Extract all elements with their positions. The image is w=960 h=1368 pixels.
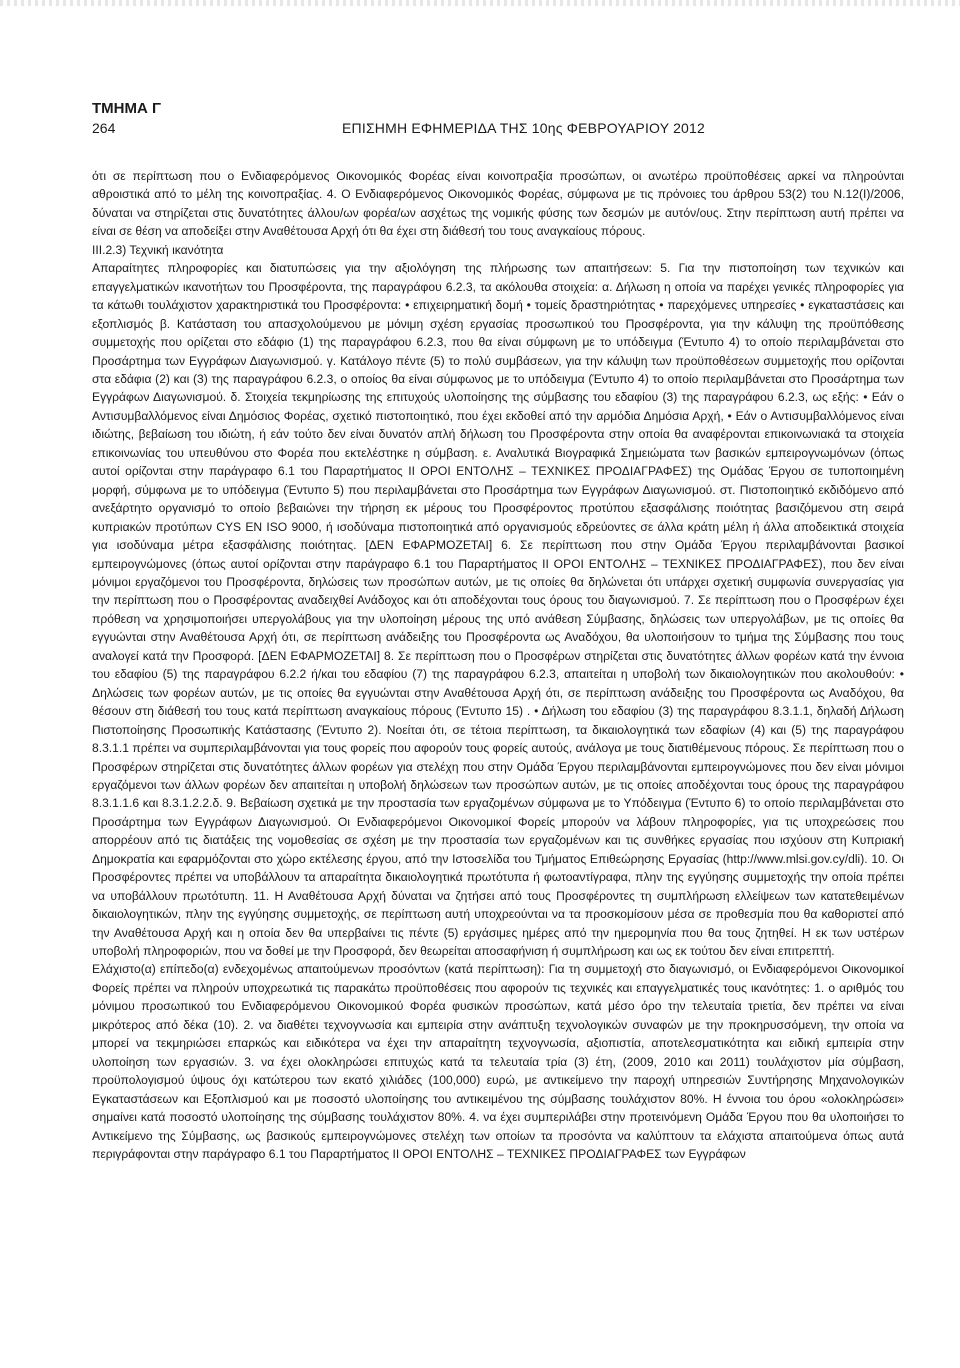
gazette-title: ΕΠΙΣΗΜΗ ΕΦΗΜΕΡΙΔΑ ΤΗΣ 10ης ΦΕΒΡΟΥΑΡΙΟΥ 2012 [342, 120, 706, 136]
gazette-page [92, 100, 904, 1163]
page-header [92, 119, 904, 137]
section-label: ΤΜΗΜΑ Γ [92, 100, 162, 117]
scan-edge-artifact [0, 0, 960, 6]
subsection-heading: ΙΙΙ.2.3) Τεχνική ικανότητα [92, 242, 224, 257]
document-body [92, 167, 904, 1163]
page-number: 264 [92, 120, 116, 136]
paragraph-economic-capacity: ότι σε περίπτωση που ο Ενδιαφερόμενος Οικονομικός Φορέας είναι κοινοπραξία προσώπων, οι ανωτέρω προϋποθέσεις αρκεί να πληρούνται αθροιστικά από το μέλη της κοινοπραξίας. 4. Ο Ενδιαφερόμενος Οικονομικός Φορέας, σύμφωνα με τις πρόνοιες του άρθρου 53(2) του Ν.12(Ι)/2006, δύναται να στηρίζεται στις δυνατότητες άλλου/ων φορέα/ων ασχέτως της νομικής φύσης των δεσμών με αυτόν/ους. Στην περίπτωση αυτή πρέπει να είναι σε θέση να αποδείξει στην Αναθέτουσα Αρχή ότι θα έχει στη διάθεσή του τους αναγκαίους πόρους. [92, 169, 904, 239]
paragraph-required-information: Απαραίτητες πληροφορίες και διατυπώσεις για την αξιολόγηση της πλήρωσης των απαιτήσεων: 5. Για την πιστοποίηση των τεχνικών και επαγγελματικών ικανοτήτων του Προσφέροντα, της παραγράφου 6.2.3, τα ακόλουθα στοιχεία: α. Δήλωση η οποία να παρέχει γενικές πληροφορίες για τα κάτωθι τουλάχιστον χαρακτηριστικά του Προσφέροντα: • επιχειρηματική δομή • τομείς δραστηριότητας • παρεχόμενες υπηρεσίες • εγκαταστάσεις και εξοπλισμός β. Κατάσταση του απασχολούμενου με μόνιμη σχέση εργασίας προσωπικού του Προσφέροντα, για την κάλυψη της προϋπόθεσης συμμετοχής που ορίζεται στο εδάφιο (1) της παραγράφου 6.2.3, που θα είναι σύμφωνη με το υπόδειγμα (Έντυπο 4) το οποίο περιλαμβάνεται στο Προσάρτημα των Εγγράφων Διαγωνισμού. γ. Κατάλογο πέντε (5) το πολύ συμβάσεων, για την κάλυψη των προϋποθέσεων συμμετοχής που ορίζονται στα εδάφια (2) και (3) της παραγράφου 6.2.3, ο οποίος θα είναι σύμφωνος με το υπόδειγμα (Έντυπο 4) το οποίο περιλαμβάνεται στο Προσάρτημα των Εγγράφων Διαγωνισμού. δ. Στοιχεία τεκμηρίωσης της επιτυχούς υλοποίησης της σύμβασης του εδαφίου (3) της παραγράφου 6.2.3, ως εξής: • Εάν ο Αντισυμβαλλόμενος είναι Δημόσιος Φορέας, σχετικό πιστοποιητικό, που έχει εκδοθεί από την αρμόδια Δημόσια Αρχή, • Εάν ο Αντισυμβαλλόμενος είναι ιδιώτης, βεβαίωση του ιδιώτη, ή εάν τούτο δεν είναι δυνατόν απλή δήλωση του Προσφέροντα στην οποία θα αναφέρονται επικοινωνιακά τα στοιχεία επικοινωνίας του υπευθύνου στο Φορέα που εκτελέστηκε η σύμβαση. ε. Αναλυτικά Βιογραφικά Σημειώματα των βασικών εμπειρογνωμόνων (όπως αυτοί ορίζονται στην παράγραφο 6.1 του Παραρτήματος ΙΙ ΟΡΟΙ ΕΝΤΟΛΗΣ – ΤΕΧΝΙΚΕΣ ΠΡΟΔΙΑΓΡΑΦΕΣ) της Ομάδας Έργου σε τυποποιημένη μορφή, σύμφωνα με το υπόδειγμα (Έντυπο 5) που περιλαμβάνεται στο Προσάρτημα των Εγγράφων Διαγωνισμού. στ. Πιστοποιητικό εκδιδόμενο από ανεξάρτητο οργανισμό το οποίο βεβαιώνει την τήρηση εκ μέρους του Προσφέροντος προτύπου εξασφάλισης ποιότητας βασιζόμενου στη σειρά κυπριακών προτύπων CYS EN ISO 9000, ή ισοδύναμα πιστοποιητικά από οργανισμούς εδρεύοντες σε άλλα κράτη μέλη ή άλλα αποδεικτικά στοιχεία για ισοδύναμα μέτρα εξασφάλισης ποιότητας. [ΔΕΝ ΕΦΑΡΜΟΖΕΤΑΙ] 6. Σε περίπτωση που στην Ομάδα Έργου περιλαμβάνονται βασικοί εμπειρογνώμονες (όπως αυτοί ορίζονται στην παράγραφο 6.1 του Παραρτήματος ΙΙ ΟΡΟΙ ΕΝΤΟΛΗΣ – ΤΕΧΝΙΚΕΣ ΠΡΟΔΙΑΓΡΑΦΕΣ), που δεν είναι μόνιμοι εργαζόμενοι του Προσφέροντα, δηλώσεις των προσώπων αυτών, με τις οποίες θα δηλώνεται ότι υπάρχει σχετική συμφωνία συνεργασίας για την περίπτωση που ο Προσφέροντας αναδειχθεί Ανάδοχος και ότι αποδέχονται τους όρους του διαγωνισμού. 7. Σε περίπτωση που ο Προσφέρων έχει πρόθεση να χρησιμοποιήσει υπεργολάβους για την υλοποίηση μέρους της υπό ανάθεση Σύμβασης, δηλώσεις των υπεργολάβων, με τις οποίες θα εγγυώνται στην Αναθέτουσα Αρχή ότι, σε περίπτωση ανάδειξης του Προσφέροντα ως Αναδόχου, θα υλοποιήσουν το τμήμα της Σύμβασης που τους αναλογεί κατά την Προσφορά. [ΔΕΝ ΕΦΑΡΜΟΖΕΤΑΙ] 8. Σε περίπτωση που ο Προσφέρων στηρίζεται στις δυνατότητες άλλων φορέων κατά την έννοια του εδαφίου (5) της παραγράφου 6.2.2 ή/και του εδαφίου (7) της παραγράφου 6.2.3, απαιτείται η υποβολή των δικαιολογητικών που ακολουθούν: • Δηλώσεις των φορέων αυτών, με τις οποίες θα εγγυώνται στην Αναθέτουσα Αρχή ότι, σε περίπτωση ανάδειξης του Προσφέροντα ως Αναδόχου, θα θέσουν στη διάθεσή του τους κατά περίπτωση αναγκαίους πόρους (Έντυπο 15) . • Δήλωση του εδαφίου (3) της παραγράφου 8.3.1.1, δηλαδή Δήλωση Πιστοποίησης Προσωπικής Κατάστασης (Έντυπο 2). Νοείται ότι, σε τέτοια περίπτωση, τα δικαιολογητικά των εδαφίων (4) και (5) της παραγράφου 8.3.1.1 πρέπει να συμπεριλαμβάνονται για τους φορείς που αφορούν τους φορείς αυτούς, ανάλογα με τους διατιθέμενους πόρους. Σε περίπτωση που ο Προσφέρων στηρίζεται στις δυνατότητες άλλων φορέων για στελέχη που στην Ομάδα Έργου περιλαμβάνονται εμπειρογνώμονες που δεν είναι μόνιμοι εργαζόμενοι των άλλων φορέων δεν απαιτείται η υποβολή δηλώσεων των προσώπων αυτών, με τις οποίες αποδέχονται τους όρους της παραγράφου 8.3.1.1.6 και 8.3.1.2.2.δ. 9. Βεβαίωση σχετικά με την προστασία των εργαζομένων σύμφωνα με το Υπόδειγμα (Έντυπο 6) το οποίο περιλαμβάνεται στο Προσάρτημα των Εγγράφων Διαγωνισμού. Οι Ενδιαφερόμενοι Οικονομικοί Φορείς μπορούν να λάβουν πληροφορίες, για τις υποχρεώσεις που απορρέουν από τις διατάξεις της νομοθεσίας σε σχέση με την προστασία των εργαζομένων και τις συνθήκες εργασίας που ισχύουν στη Κυπριακή Δημοκρατία και εφαρμόζονται στο χώρο εκτέλεσης έργου, από την Ιστοσελίδα του Τμήματος Επιθεώρησης Εργασίας (http://www.mlsi.gov.cy/dli). 10. Οι Προσφέροντες πρέπει να υποβάλλουν τα απαραίτητα δικαιολογητικά πρωτότυπα ή φωτοαντίγραφα, πλην της εγγύησης συμμετοχής την οποία πρέπει να υποβάλλουν πρωτότυπη. 11. Η Αναθέτουσα Αρχή δύναται να ζητήσει από τους Προσφέροντες τη συμπλήρωση ελλείψεων των κατατεθειμένων δικαιολογητικών, πλην της εγγύησης συμμετοχής, σε περίπτωση αυτή υποχρεούνται να τα προσκομίσουν μέσα σε προθεσμία που θα καθοριστεί από την Αναθέτουσα Αρχή και η οποία δεν θα υπερβαίνει τις πέντε (5) εργάσιμες ημέρες από την ημερομηνία που θα τους ζητηθεί. Η εκ των υστέρων υποβολή πληροφοριών, που να δοθεί με την Προσφορά, δεν θεωρείται αποσαφήνιση ή συμπλήρωση και ως εκ τούτου δεν είναι επιτρεπτή. [92, 261, 904, 959]
paragraph-minimum-levels: Ελάχιστο(α) επίπεδο(α) ενδεχομένως απαιτούμενων προσόντων (κατά περίπτωση): Για τη συμμετοχή στο διαγωνισμό, οι Ενδιαφερόμενοι Οικονομικοί Φορείς πρέπει να πληρούν υποχρεωτικά τις παρακάτω προϋποθέσεις που αφορούν τις τεχνικές και επαγγελματικές τους ικανότητες: 1. ο αριθμός του μόνιμου προσωπικού του Ενδιαφερόμενου Οικονομικού Φορέα φυσικών προσώπων, κατά μέσο όρο την τελευταία τριετία, δεν πρέπει να είναι μικρότερος από δέκα (10). 2. να διαθέτει τεχνογνωσία και εμπειρία στην ανάπτυξη τεχνολογικών συναφών με την προκηρυσσόμενη, την οποία να μπορεί να τεκμηριώσει επαρκώς και ειδικότερα να έχει την απαραίτητη τεχνογνωσία, αξιοπιστία, αποτελεσματικότητα και ειδική εμπειρία στην υλοποίηση των εργασιών. 3. να έχει ολοκληρώσει επιτυχώς κατά τα τελευταία τρία (3) έτη, (2009, 2010 και 2011) τουλάχιστον μία σύμβαση, προϋπολογισμού ύψους όχι κατώτερου των εκατό χιλιάδες (100,000) ευρώ, με αντικείμενο την παροχή υπηρεσιών Συντήρησης Μηχανολογικών Εγκαταστάσεων και Εξοπλισμού και με ποσοστό υλοποίησης του αντικειμένου της σύμβασης τουλάχιστον 80%. Η έννοια του όρου «ολοκληρώσει» σημαίνει κατά ποσοστό υλοποίησης της σύμβασης τουλάχιστον 80%. 4. να έχει συμπεριλάβει στην προτεινόμενη Ομάδα Έργου που θα υλοποιήσει το Αντικείμενο της Σύμβασης, ως βασικούς εμπειρογνώμονες στελέχη των οποίων τα προσόντα να καλύπτουν τα ελάχιστα απαιτούμενα όπως αυτά περιγράφονται στην παράγραφο 6.1 του Παραρτήματος ΙΙ ΟΡΟΙ ΕΝΤΟΛΗΣ – ΤΕΧΝΙΚΕΣ ΠΡΟΔΙΑΓΡΑΦΕΣ των Εγγράφων [92, 962, 904, 1162]
